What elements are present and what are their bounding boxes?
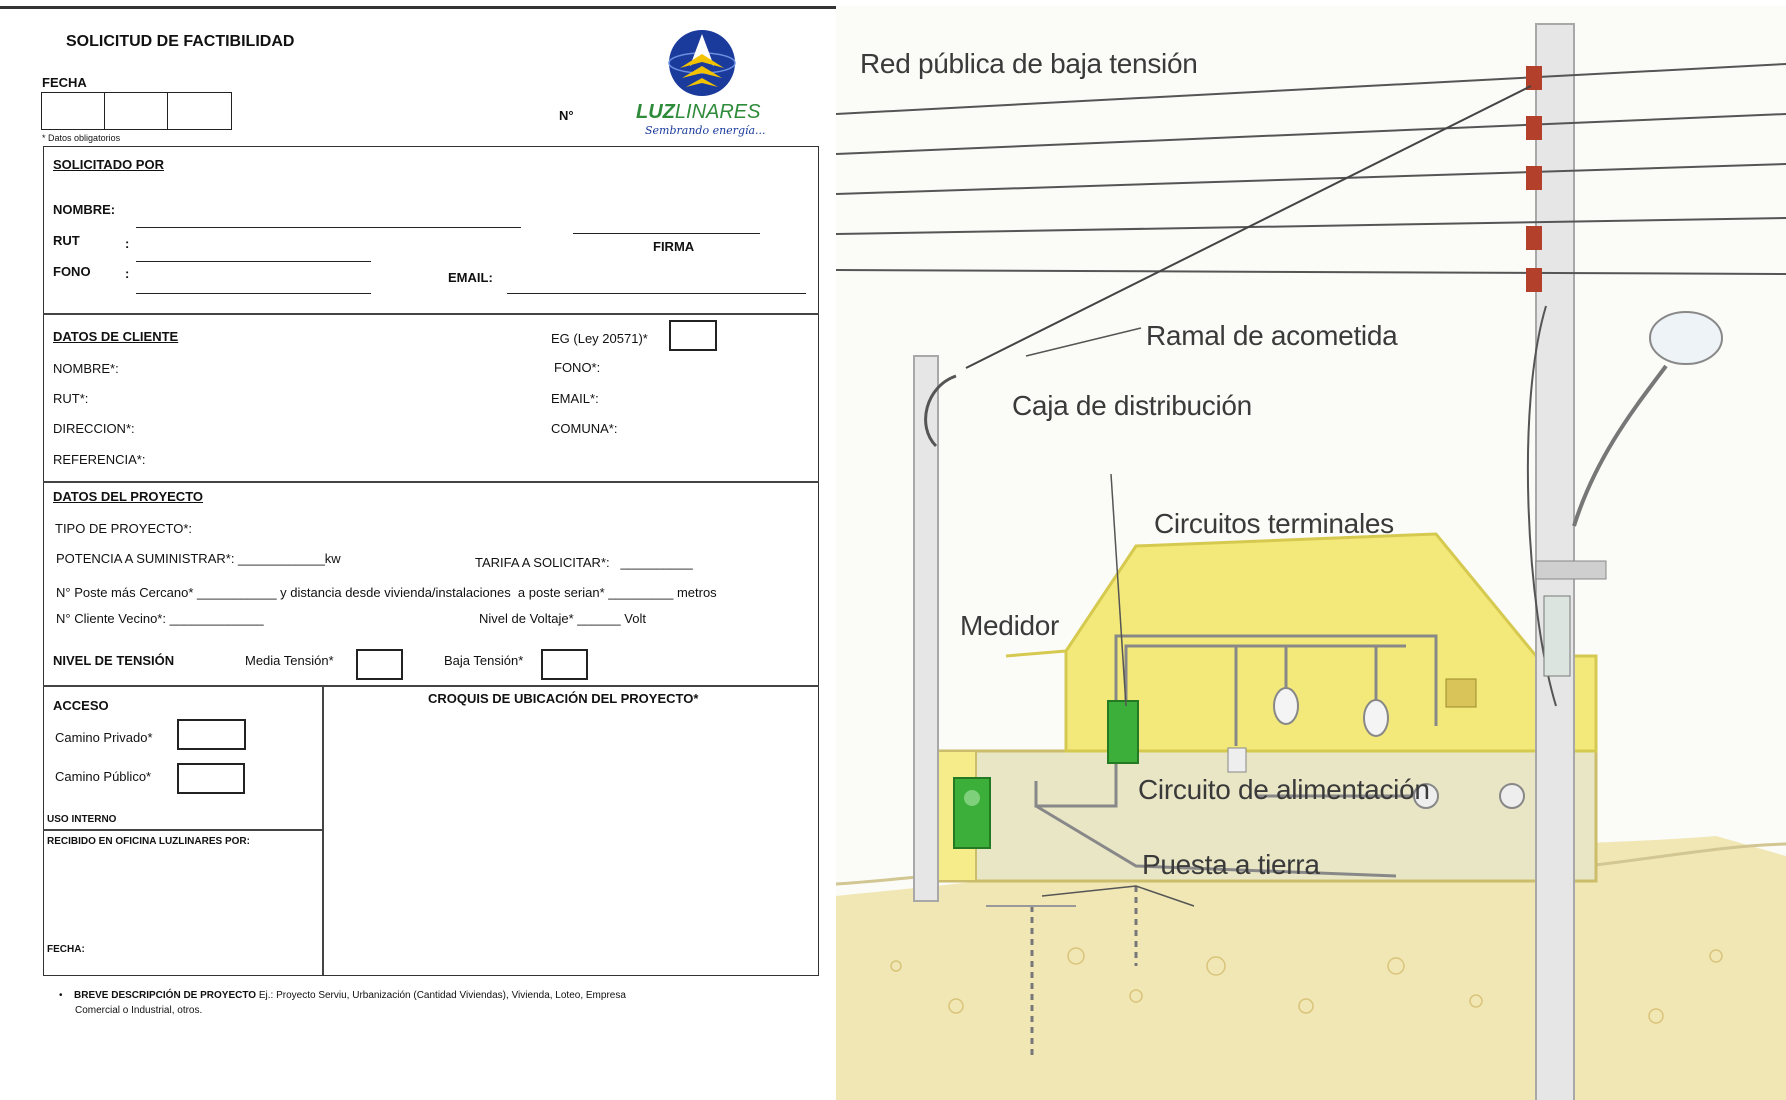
uso-interno-divider bbox=[43, 829, 322, 831]
baja-tension-label: Baja Tensión* bbox=[444, 653, 524, 668]
firma-label: FIRMA bbox=[653, 239, 695, 254]
label-circuito-alimentacion: Circuito de alimentación bbox=[1138, 774, 1430, 805]
solicitado-fono-label: FONO bbox=[53, 264, 91, 279]
breve-descripcion bbox=[59, 988, 702, 1018]
asterisk: * bbox=[42, 133, 46, 143]
cliente-eg-checkbox[interactable] bbox=[669, 320, 717, 351]
cliente-direccion-label: DIRECCION*: bbox=[53, 421, 135, 436]
fecha-label: FECHA bbox=[42, 75, 87, 90]
logo-wordmark bbox=[636, 101, 760, 124]
breve-text: Ej.: Proyecto Serviu, Urbanización (Cantidad Viviendas), Vivienda, Loteo, Empresa bbox=[256, 990, 626, 1001]
fecha-month-field[interactable] bbox=[104, 92, 168, 130]
secondary-pole bbox=[914, 356, 938, 901]
breve-text-2: Comercial o Industrial, otros. bbox=[75, 1005, 203, 1016]
proyecto-poste-label: N° Poste más Cercano* ___________ y distancia desde vivienda/instalaciones a poste serian* _________ metros bbox=[56, 585, 717, 600]
cliente-email-label: EMAIL*: bbox=[551, 391, 599, 406]
logo-linares: LINARES bbox=[674, 101, 761, 123]
nivel-tension-label: NIVEL DE TENSIÓN bbox=[53, 653, 175, 668]
media-tension-label: Media Tensión* bbox=[245, 653, 334, 668]
media-tension-checkbox[interactable] bbox=[356, 649, 403, 680]
fecha-interno-label: FECHA: bbox=[47, 944, 85, 955]
acceso-header: ACCESO bbox=[53, 698, 109, 713]
cliente-fono-label: FONO*: bbox=[554, 360, 601, 375]
camino-privado-checkbox[interactable] bbox=[177, 719, 246, 750]
datos-obligatorios-text: Datos obligatorios bbox=[48, 133, 121, 143]
proyecto-header: DATOS DEL PROYECTO bbox=[53, 489, 204, 504]
label-medidor: Medidor bbox=[960, 610, 1060, 641]
proyecto-potencia-label: POTENCIA A SUMINISTRAR*: ____________kw bbox=[56, 551, 341, 566]
camino-publico-label: Camino Público* bbox=[55, 769, 152, 784]
form-title: SOLICITUD DE FACTIBILIDAD bbox=[66, 33, 295, 50]
cliente-rut-label: RUT*: bbox=[53, 391, 89, 406]
caja-distribucion-icon bbox=[1108, 701, 1138, 763]
medidor-icon bbox=[954, 778, 990, 848]
uso-interno-label: USO INTERNO bbox=[47, 814, 117, 825]
public-network-lines bbox=[836, 64, 1786, 274]
proyecto-cliente-vecino-label: N° Cliente Vecino*: _____________ bbox=[56, 611, 264, 626]
firma-field[interactable] bbox=[573, 233, 760, 234]
proyecto-voltaje-label: Nivel de Voltaje* ______ Volt bbox=[479, 611, 646, 626]
street-lamp-icon bbox=[1650, 312, 1722, 364]
proyecto-tarifa-label: TARIFA A SOLICITAR*: __________ bbox=[475, 555, 693, 570]
street-lamp-arm bbox=[1574, 366, 1666, 526]
label-caja-distribucion: Caja de distribución bbox=[1012, 390, 1252, 421]
solicitado-header: SOLICITADO POR bbox=[53, 157, 164, 172]
solicitado-rut-colon: : bbox=[125, 236, 130, 251]
cliente-header: DATOS DE CLIENTE bbox=[53, 329, 179, 344]
appliance-icon bbox=[1446, 679, 1476, 707]
cliente-comuna-label: COMUNA*: bbox=[551, 421, 618, 436]
label-puesta-tierra: Puesta a tierra bbox=[1142, 849, 1320, 880]
breve-bullet: • bbox=[59, 990, 63, 1001]
top-border bbox=[0, 6, 836, 9]
label-circuitos-terminales: Circuitos terminales bbox=[1154, 508, 1394, 539]
form-panel bbox=[0, 0, 836, 1100]
solicitado-nombre-label: NOMBRE: bbox=[53, 202, 116, 217]
croquis-area[interactable] bbox=[324, 710, 818, 974]
solicitado-rut-field[interactable] bbox=[136, 261, 371, 262]
baja-tension-checkbox[interactable] bbox=[541, 649, 588, 680]
label-ramal-acometida: Ramal de acometida bbox=[1146, 320, 1398, 351]
label-red-publica: Red pública de baja tensión bbox=[860, 48, 1198, 79]
switch-icon bbox=[1228, 748, 1246, 772]
logo-luz: LUZ bbox=[636, 101, 675, 123]
logo-globe-icon bbox=[636, 28, 772, 106]
solicitado-nombre-field[interactable] bbox=[136, 227, 521, 228]
divider-3 bbox=[43, 685, 819, 687]
solicitado-email-label: EMAIL: bbox=[448, 270, 493, 285]
solicitado-email-field[interactable] bbox=[507, 293, 806, 294]
cliente-eg-label: EG (Ley 20571)* bbox=[551, 331, 648, 346]
divider-1 bbox=[43, 313, 819, 315]
datos-obligatorios-note bbox=[42, 133, 120, 143]
divider-2 bbox=[43, 481, 819, 483]
pole-box bbox=[1544, 596, 1570, 676]
house-roof bbox=[1066, 534, 1596, 751]
cliente-referencia-label: REFERENCIA*: bbox=[53, 452, 146, 467]
numero-label: N° bbox=[559, 108, 574, 123]
diagram-panel bbox=[836, 6, 1786, 1100]
proyecto-tipo-label: TIPO DE PROYECTO*: bbox=[55, 521, 193, 536]
solicitado-rut-label: RUT bbox=[53, 233, 80, 248]
solicitado-fono-colon: : bbox=[125, 266, 130, 281]
electrical-installation-diagram bbox=[836, 6, 1786, 1100]
luzlinares-logo bbox=[636, 28, 772, 140]
camino-privado-label: Camino Privado* bbox=[55, 730, 153, 745]
logo-tagline: Sembrando energía... bbox=[645, 124, 766, 137]
solicitado-fono-field[interactable] bbox=[136, 293, 371, 294]
croquis-header: CROQUIS DE UBICACIÓN DEL PROYECTO* bbox=[428, 691, 699, 706]
fecha-day-field[interactable] bbox=[41, 92, 105, 130]
fecha-year-field[interactable] bbox=[167, 92, 232, 130]
breve-bold: BREVE DESCRIPCIÓN DE PROYECTO bbox=[74, 990, 257, 1001]
cliente-nombre-label: NOMBRE*: bbox=[53, 361, 119, 376]
recibido-label: RECIBIDO EN OFICINA LUZLINARES POR: bbox=[47, 836, 250, 847]
camino-publico-checkbox[interactable] bbox=[177, 763, 245, 794]
